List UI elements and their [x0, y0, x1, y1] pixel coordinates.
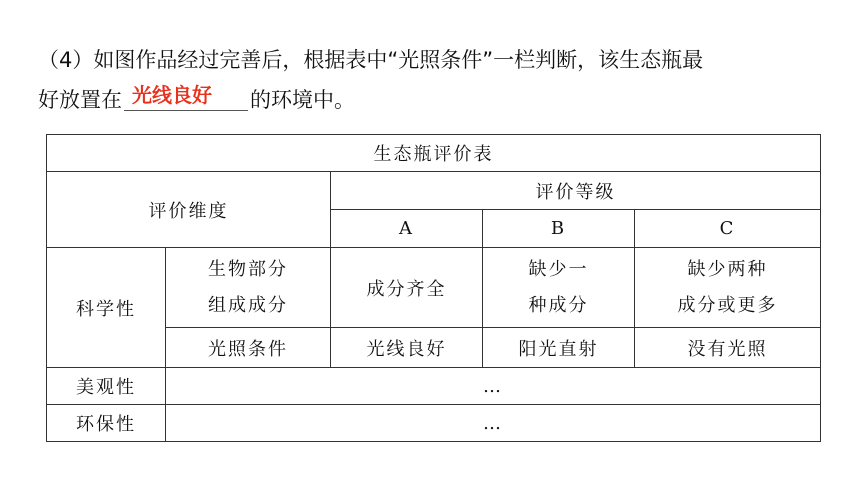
- question-line-2: [38, 80, 838, 120]
- light-grade-c: 没有光照: [635, 328, 821, 368]
- answer-blank: [124, 80, 248, 111]
- composition-criterion: [166, 248, 331, 328]
- grade-header: 评价等级: [331, 172, 821, 210]
- composition-grade-b: [483, 248, 635, 328]
- grade-a-header: A: [331, 210, 483, 248]
- composition-criterion-line-2: 组成成分: [208, 294, 288, 316]
- question-line-2-prefix: 好放置在: [38, 88, 122, 112]
- light-grade-a: 光线良好: [331, 328, 483, 368]
- evaluation-table: [46, 134, 821, 442]
- science-label: 科学性: [47, 248, 166, 368]
- light-criterion: 光照条件: [166, 328, 331, 368]
- question-text: [38, 40, 838, 120]
- light-grade-b: 阳光直射: [483, 328, 635, 368]
- question-line-2-suffix: 的环境中。: [250, 88, 355, 112]
- grade-b-header: B: [483, 210, 635, 248]
- question-line-1: （4）如图作品经过完善后，根据表中“光照条件”一栏判断，该生态瓶最: [38, 48, 704, 72]
- beauty-value: …: [166, 368, 821, 405]
- composition-grade-b-line-2: 种成分: [528, 294, 589, 316]
- composition-grade-c-line-1: 缺少两种: [687, 258, 768, 280]
- composition-grade-c: [635, 248, 821, 328]
- composition-grade-a: 成分齐全: [331, 248, 483, 328]
- dimension-header: 评价维度: [47, 172, 331, 248]
- eco-label: 环保性: [47, 405, 166, 442]
- table-title: 生态瓶评价表: [47, 135, 821, 172]
- beauty-label: 美观性: [47, 368, 166, 405]
- answer-text: 光线良好: [132, 83, 212, 107]
- composition-criterion-line-1: 生物部分: [208, 258, 288, 280]
- eco-value: …: [166, 405, 821, 442]
- composition-grade-c-line-2: 成分或更多: [677, 294, 778, 316]
- composition-grade-b-line-1: 缺少一: [528, 258, 589, 280]
- grade-c-header: C: [635, 210, 821, 248]
